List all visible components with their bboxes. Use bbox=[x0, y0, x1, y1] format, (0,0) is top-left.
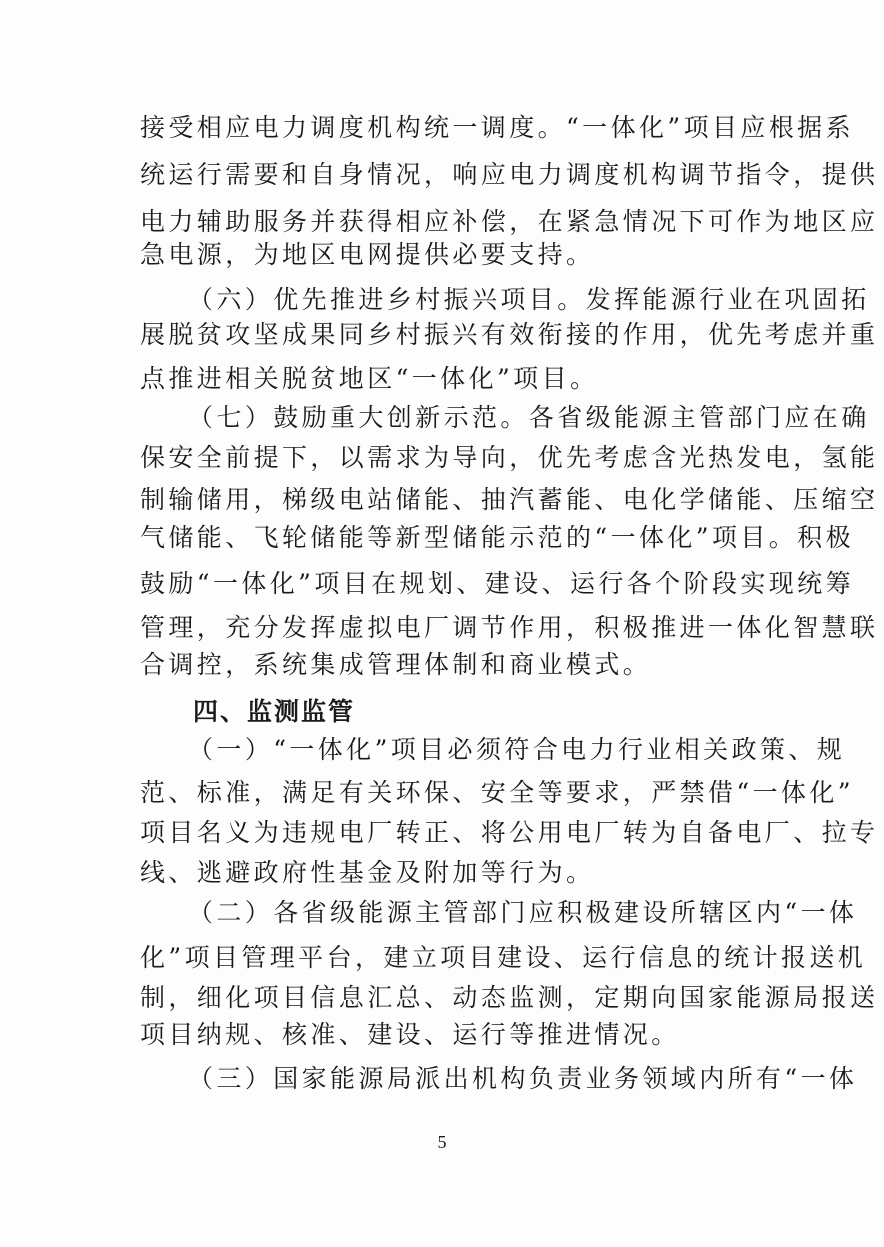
text-line: 管理，充分发挥虚拟电厂调节作用，积极推进一体化智慧联 bbox=[140, 613, 879, 642]
subsection-three-line: （三）国家能源局派出机构负责业务领域内所有“一体 bbox=[188, 1064, 858, 1093]
text-line: 范、标准，满足有关环保、安全等要求，严禁借“一体化” bbox=[140, 778, 854, 807]
section-heading: 四、监测监管 bbox=[193, 697, 356, 726]
text-line: 点推进相关脱贫地区“一体化”项目。 bbox=[140, 364, 599, 393]
text-line: 展脱贫攻坚成果同乡村振兴有效衔接的作用，优先考虑并重 bbox=[140, 320, 879, 349]
text-line: 保安全前提下，以需求为导向，优先考虑含光热发电，氢能 bbox=[140, 443, 879, 472]
paragraph-seven-title-line: （七）鼓励重大创新示范。各省级能源主管部门应在确 bbox=[188, 403, 870, 432]
text-line: 线、逃避政府性基金及附加等行为。 bbox=[140, 858, 595, 887]
text-line: 制输储用，梯级电站储能、抽汽蓄能、电化学储能、压缩空 bbox=[140, 485, 879, 514]
text-line: 合调控，系统集成管理体制和商业模式。 bbox=[140, 650, 652, 679]
page-number: 5 bbox=[437, 1132, 447, 1152]
text-line: 化”项目管理平台，建立项目建设、运行信息的统计报送机 bbox=[140, 943, 867, 972]
text-line: 统运行需要和自身情况，响应电力调度机构调节指令，提供 bbox=[140, 160, 879, 189]
subsection-two-line: （二）各省级能源主管部门应积极建设所辖区内“一体 bbox=[188, 898, 858, 927]
text-line: 制，细化项目信息汇总、动态监测，定期向国家能源局报送 bbox=[140, 983, 879, 1012]
text-line: 气储能、飞轮储能等新型储能示范的“一体化”项目。积极 bbox=[140, 523, 854, 552]
text-line: 鼓励“一体化”项目在规划、建设、运行各个阶段实现统筹 bbox=[140, 569, 854, 598]
text-line: 电力辅助服务并获得相应补偿，在紧急情况下可作为地区应 bbox=[140, 207, 879, 236]
subsection-one-line: （一）“一体化”项目必须符合电力行业相关政策、规 bbox=[188, 735, 846, 764]
text-line: 项目名义为违规电厂转正、将公用电厂转为自备电厂、拉专 bbox=[140, 818, 879, 847]
text-line: 项目纳规、核准、建设、运行等推进情况。 bbox=[140, 1020, 680, 1049]
text-line: 急电源，为地区电网提供必要支持。 bbox=[140, 240, 595, 269]
paragraph-six-title-line: （六）优先推进乡村振兴项目。发挥能源行业在巩固拓 bbox=[188, 285, 870, 314]
text-line: 接受相应电力调度机构统一调度。“一体化”项目应根据系 bbox=[140, 113, 854, 142]
